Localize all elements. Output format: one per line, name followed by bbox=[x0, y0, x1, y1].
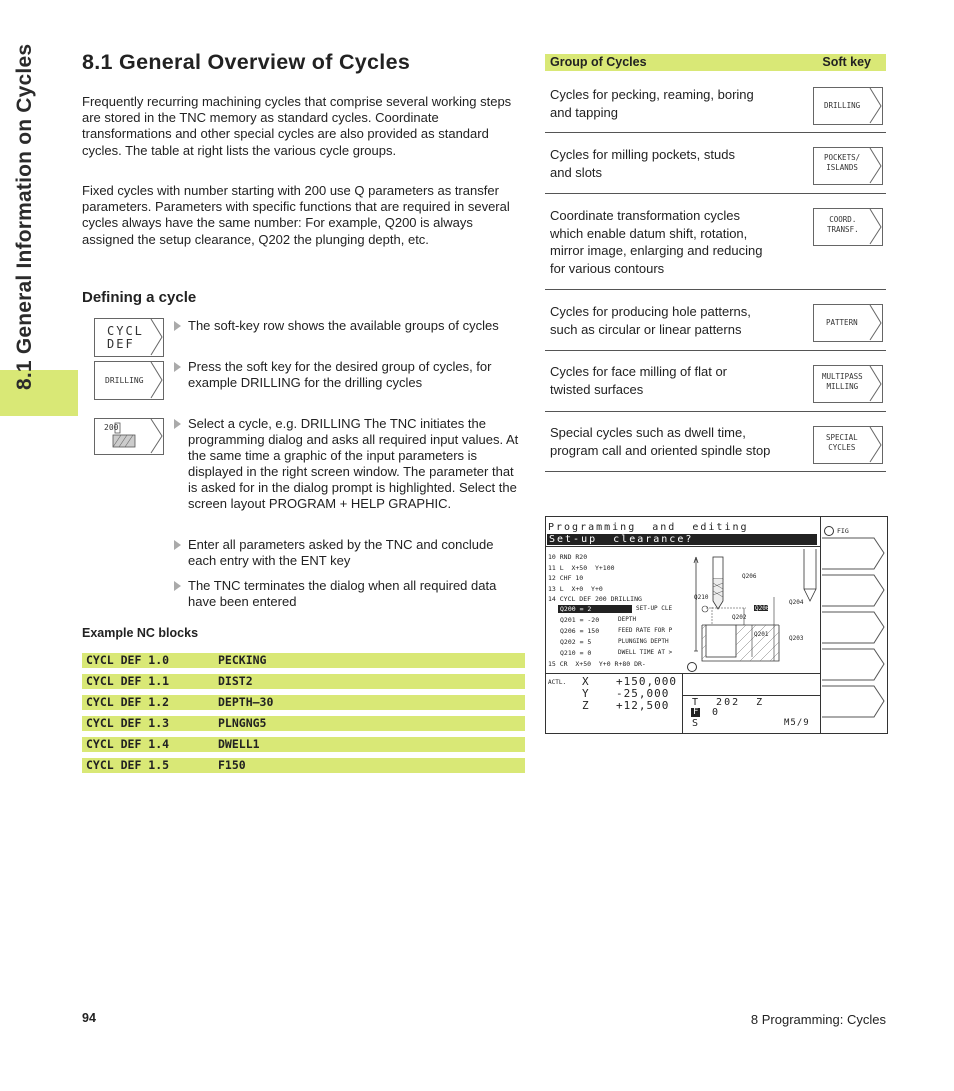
softkey-label: PATTERN bbox=[826, 318, 858, 327]
table-row bbox=[545, 133, 886, 194]
softkey-label: POCKETS/ ISLANDS bbox=[824, 153, 861, 172]
section-heading: 8.1 General Overview of Cycles bbox=[82, 50, 411, 74]
step-2-text: Press the soft key for the desired group of cycles, for example DRILLING for the drilling cycles bbox=[188, 359, 492, 390]
chapter-side-tab bbox=[0, 0, 78, 460]
param-q: Q202 = 5 bbox=[560, 638, 592, 646]
nc-code: CYCL DEF 1.1 bbox=[86, 674, 170, 688]
pattern-softkey[interactable] bbox=[813, 304, 883, 342]
axis-label: Y bbox=[582, 687, 589, 700]
param-text: DWELL TIME AT > bbox=[618, 649, 673, 656]
table-row bbox=[545, 351, 886, 412]
divider bbox=[682, 695, 820, 696]
step-1-text: The soft-key row shows the available groups of cycles bbox=[188, 318, 499, 333]
param-text: PLUNGING DEPTH bbox=[618, 638, 669, 645]
drilling-softkey[interactable] bbox=[94, 361, 164, 400]
divider bbox=[546, 673, 820, 674]
tool-info: T 202 Z bbox=[692, 697, 765, 708]
param-q: Q206 = 150 bbox=[560, 627, 600, 635]
nc-block bbox=[82, 653, 525, 668]
program-line: 14 CYCL DEF 200 DRILLING bbox=[548, 595, 642, 603]
axis-value: +150,000 bbox=[616, 675, 677, 688]
screen-softkey-5[interactable] bbox=[822, 685, 885, 718]
nc-value: PLNGNG5 bbox=[218, 716, 267, 730]
divider bbox=[820, 517, 821, 733]
step-3-text: Select a cycle, e.g. DRILLING The TNC initiates the programming dialog and asks all required input values. At the same time a graphic of the input parameters is displayed in the right screen window. The parameter that is asked for in the dialog prompt is highlighted. Select the screen layout PROGRAM + HELP GRAPHIC. bbox=[188, 416, 519, 511]
nc-block bbox=[82, 674, 525, 689]
special-cycles-softkey[interactable] bbox=[813, 426, 883, 464]
table-row bbox=[545, 412, 886, 472]
divider bbox=[682, 674, 683, 733]
defining-cycle-heading: Defining a cycle bbox=[82, 289, 197, 306]
nc-value: PECKING bbox=[218, 653, 267, 667]
row-desc: Coordinate transformation cycles which enable datum shift, rotation, mirror image, enlarging and reducing for various contours bbox=[550, 208, 763, 276]
cycl-def-softkey-label: CYCL DEF bbox=[107, 324, 144, 351]
graphic-label: Q204 bbox=[789, 599, 804, 606]
nc-value: DEPTH–30 bbox=[218, 695, 274, 709]
nc-block bbox=[82, 716, 525, 731]
axis-value: -25,000 bbox=[616, 687, 670, 700]
screen-prompt: Set-up clearance? bbox=[549, 534, 694, 545]
bullet-arrow-icon bbox=[174, 581, 181, 591]
program-line: 13 L X+0 Y+0 bbox=[548, 584, 603, 593]
example-heading: Example NC blocks bbox=[82, 626, 199, 640]
datum-icon bbox=[687, 662, 697, 672]
step-5-text: The TNC terminates the dialog when all required data have been entered bbox=[188, 578, 497, 609]
graphic-label: Q206 bbox=[742, 573, 757, 580]
softkey-label: SPECIAL CYCLES bbox=[826, 433, 858, 452]
coord-transf-softkey[interactable] bbox=[813, 208, 883, 246]
axis-value: +12,500 bbox=[616, 699, 670, 712]
program-line: 11 L X+50 Y+100 bbox=[548, 563, 615, 572]
nc-value: F150 bbox=[218, 758, 246, 772]
axis-label: X bbox=[582, 675, 589, 688]
cycle-200-softkey[interactable] bbox=[94, 418, 164, 455]
program-line: 10 RND R20 bbox=[548, 553, 588, 561]
softkey-label: MULTIPASS MILLING bbox=[822, 372, 863, 391]
intro-paragraph-1: Frequently recurring machining cycles that comprise several working steps are stored in the TNC memory as standard cycles. Coordinate transformations and other special cycles are also provided as standard cycles. The table at right lists the various cycle groups. bbox=[82, 94, 512, 158]
side-tab-title: 8.1 General Information on Cycles bbox=[13, 43, 36, 390]
nc-block bbox=[82, 737, 525, 752]
param-text: SET-UP CLE bbox=[636, 605, 673, 612]
bullet-arrow-icon bbox=[174, 362, 181, 372]
table-header bbox=[545, 54, 886, 71]
nc-code: CYCL DEF 1.2 bbox=[86, 695, 170, 709]
nc-block bbox=[82, 695, 525, 710]
softkey-label: COORD. TRANSF. bbox=[827, 215, 859, 234]
nc-code: CYCL DEF 1.4 bbox=[86, 737, 170, 751]
drilling-softkey[interactable] bbox=[813, 87, 883, 125]
graphic-label: Q210 bbox=[694, 594, 709, 601]
chapter-footer: 8 Programming: Cycles bbox=[750, 1012, 886, 1027]
bullet-arrow-icon bbox=[174, 419, 181, 429]
axis-label: Z bbox=[582, 699, 589, 712]
param-q: Q200 = 2 bbox=[560, 605, 592, 613]
param-text: DEPTH bbox=[618, 616, 637, 623]
cycl-def-softkey[interactable] bbox=[94, 318, 164, 357]
row-desc: Cycles for face milling of flat or twisted surfaces bbox=[550, 364, 728, 397]
input-cursor[interactable] bbox=[598, 605, 632, 613]
graphic-label: Q203 bbox=[789, 635, 804, 642]
misc-function: M5/9 bbox=[784, 718, 810, 728]
divider bbox=[546, 546, 820, 547]
page-number: 94 bbox=[82, 1011, 96, 1025]
table-row bbox=[545, 290, 886, 351]
screen-softkey-4[interactable] bbox=[822, 648, 885, 681]
param-q: Q210 = 0 bbox=[560, 649, 592, 657]
row-desc: Cycles for pecking, reaming, boring and tapping bbox=[550, 87, 754, 120]
col-softkey-header: Soft key bbox=[822, 55, 871, 69]
help-graphic bbox=[684, 549, 820, 671]
bullet-arrow-icon bbox=[174, 540, 181, 550]
table-row bbox=[545, 72, 886, 133]
graphic-label: Q200 bbox=[755, 605, 770, 612]
row-desc: Cycles for producing hole patterns, such as circular or linear patterns bbox=[550, 304, 751, 337]
step-4-text: Enter all parameters asked by the TNC and conclude each entry with the ENT key bbox=[188, 537, 494, 568]
row-desc: Special cycles such as dwell time, program call and oriented spindle stop bbox=[550, 425, 771, 458]
drilling-softkey-label: DRILLING bbox=[105, 376, 144, 385]
nc-code: CYCL DEF 1.5 bbox=[86, 758, 170, 772]
row-desc: Cycles for milling pockets, studs and slots bbox=[550, 147, 735, 180]
program-line: 15 CR X+50 Y+0 R+80 DR- bbox=[548, 660, 646, 668]
program-line: 12 CHF 10 bbox=[548, 574, 584, 582]
actl-label: ACTL. bbox=[548, 679, 567, 686]
nc-value: DWELL1 bbox=[218, 737, 260, 751]
graphic-label: Q202 bbox=[732, 614, 747, 621]
nc-code: CYCL DEF 1.3 bbox=[86, 716, 170, 730]
screen-softkey-3[interactable] bbox=[822, 611, 885, 644]
intro-paragraph-2: Fixed cycles with number starting with 200 use Q parameters as transfer parameters. Parameters with specific functions that are required in several cycles always have the same number: For example, Q200 is always assigned the setup clearance, Q202 the plunging depth, etc. bbox=[82, 183, 510, 247]
nc-value: DIST2 bbox=[218, 674, 253, 688]
tnc-screen bbox=[545, 516, 888, 734]
bullet-arrow-icon bbox=[174, 321, 181, 331]
nc-code: CYCL DEF 1.0 bbox=[86, 653, 170, 667]
screen-title: Programming and editing bbox=[548, 522, 749, 533]
softkey-label: DRILLING bbox=[824, 101, 861, 110]
multipass-milling-softkey[interactable] bbox=[813, 365, 883, 403]
spindle-label: S bbox=[692, 718, 699, 729]
nc-block bbox=[82, 758, 525, 773]
fig-label: FIG bbox=[837, 527, 849, 535]
screen-softkey-1[interactable] bbox=[822, 537, 885, 570]
col-group-header: Group of Cycles bbox=[550, 55, 647, 69]
table-row bbox=[545, 194, 886, 290]
param-text: FEED RATE FOR P bbox=[618, 627, 673, 634]
graphic-label: Q201 bbox=[754, 631, 769, 638]
fig-icon bbox=[824, 526, 834, 536]
feed-label: F bbox=[693, 707, 699, 717]
feed-value: 0 bbox=[712, 707, 719, 718]
pockets-islands-softkey[interactable] bbox=[813, 147, 883, 185]
screen-softkey-2[interactable] bbox=[822, 574, 885, 607]
cycle-200-softkey-label: 200 bbox=[104, 423, 119, 432]
param-q: Q201 = -20 bbox=[560, 616, 600, 624]
